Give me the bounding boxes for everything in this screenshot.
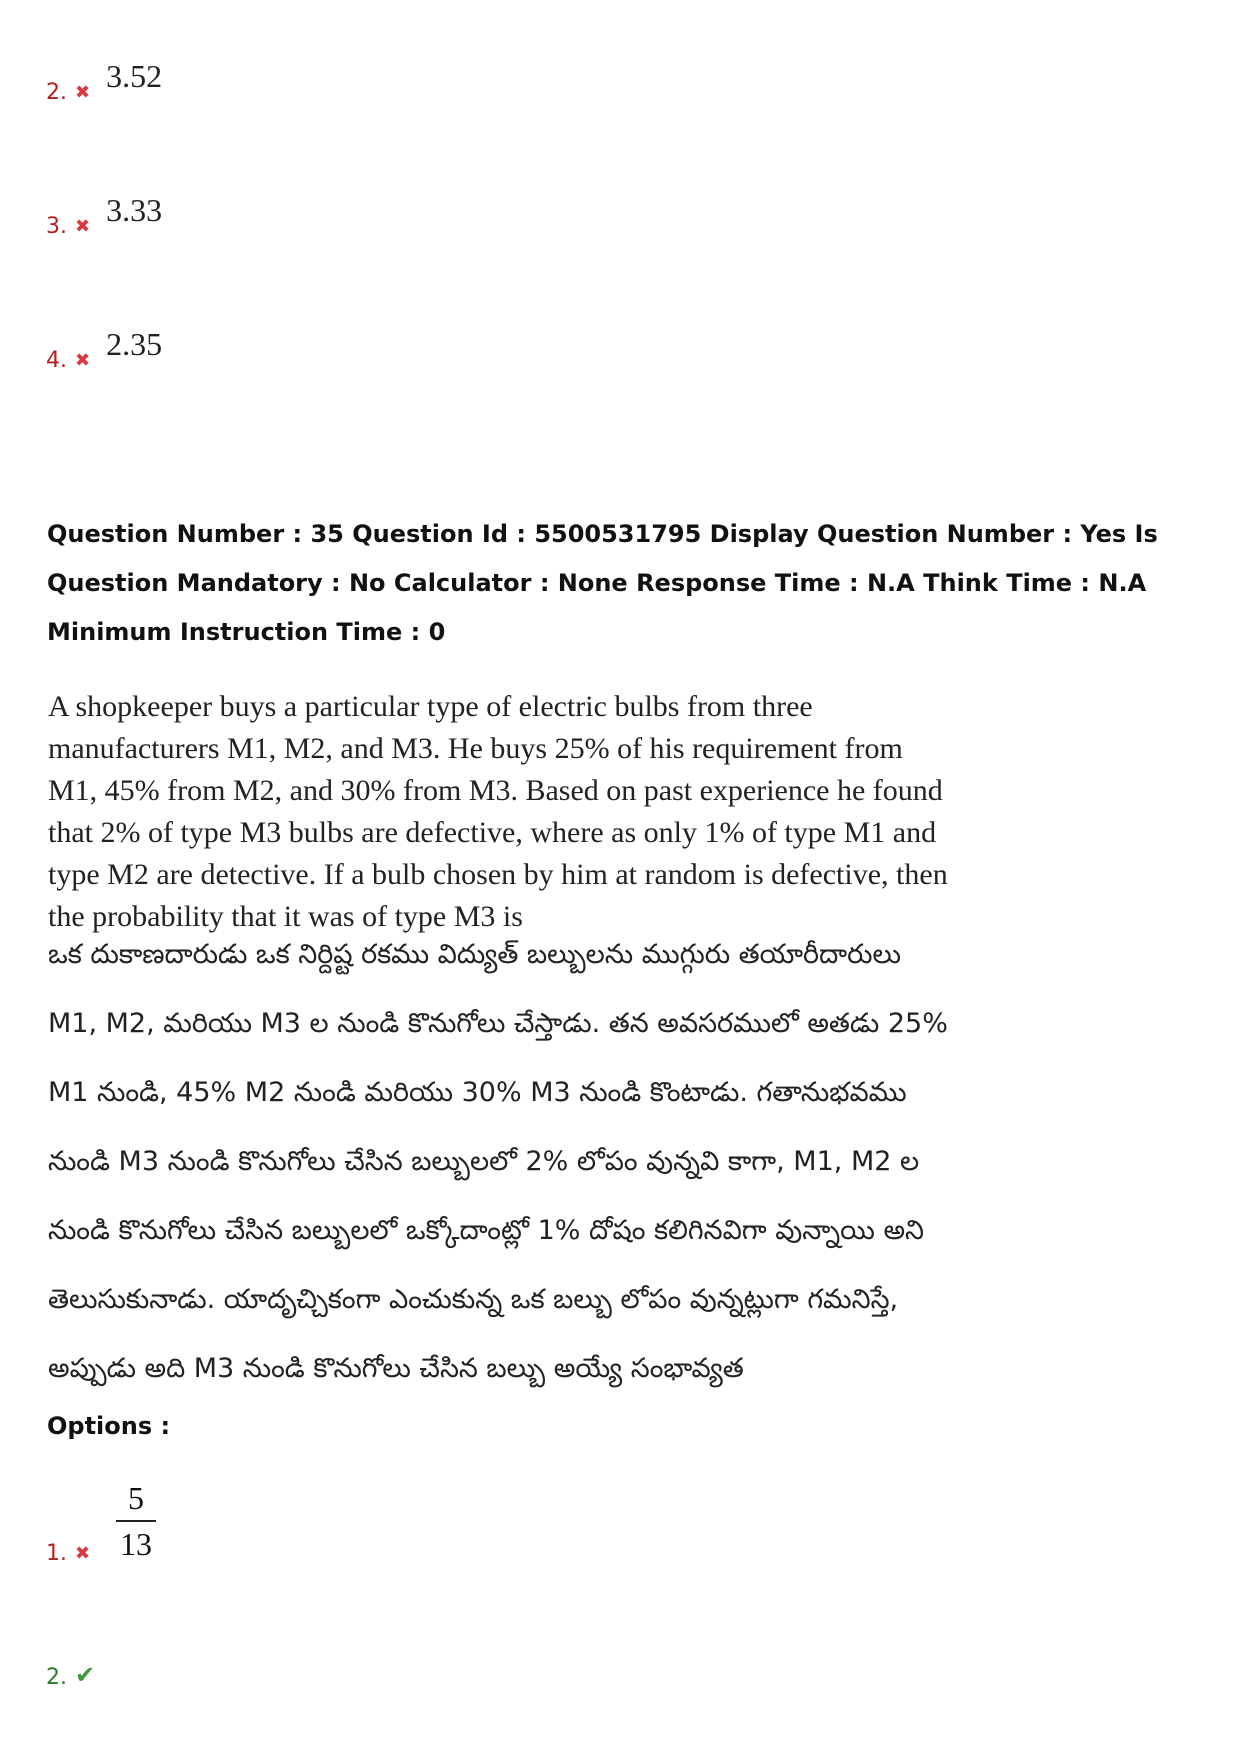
prev-option-3 (46, 192, 163, 239)
fraction-bar (116, 1520, 156, 1522)
cross-icon: ✖ (75, 82, 91, 103)
option-number: 4. (46, 348, 67, 373)
option-value: 2.35 (106, 326, 163, 362)
question-meta: Question Number : 35 Question Id : 5500531795 Display Question Number : Yes Is Question Mandatory : No Calculator : None Response Time : N.A Think Time : N.A Minimum Instruction Time : 0 (47, 520, 1158, 646)
cross-icon: ✖ (75, 216, 91, 237)
prev-option-4 (46, 326, 163, 373)
cross-icon: ✖ (75, 350, 91, 371)
option-value: 3.52 (106, 58, 163, 94)
option-number: 3. (46, 214, 67, 239)
check-icon: ✔ (75, 1661, 96, 1689)
option-number: 1. (46, 1541, 67, 1566)
option-number: 2. (46, 80, 67, 105)
question-text-english: A shopkeeper buys a particular type of electric bulbs from three manufacturers M1, M2, and M3. He buys 25% of his requirement from M1, 45% from M2, and 30% from M3. Based on past experience he found that 2% of type M3 bulbs are defective, where as only 1% of type M1 and type M2 are detective. If a bulb chosen by him at random is defective, then the probability that it was of type M3 is (48, 690, 948, 933)
option-value: 3.33 (106, 192, 163, 228)
cross-icon: ✖ (75, 1543, 91, 1564)
option-1 (46, 1541, 90, 1566)
option-1-fraction (116, 1480, 156, 1562)
options-label: Options : (47, 1412, 171, 1440)
question-text-telugu: ఒక దుకాణదారుడు ఒక నిర్దిష్ట రకము విద్యుత్ బల్బులను ముగ్గురు తయారీదారులు M1, M2, మరియు M3 ల నుండి కొనుగోలు చేస్తాడు. తన అవసరములో అతడు 25% M1 నుండి, 45% M2 నుండి మరియు 30% M3 నుండి కొంటాడు. గతానుభవము నుండి M3 నుండి కొనుగోలు చేసిన బల్బులలో 2% లోపం వున్నవి కాగా, M1, M2 ల నుండి కొనుగోలు చేసిన బల్బులలో ఒక్కోదాంట్లో 1% దోషం కలిగినవిగా వున్నాయి అని తెలుసుకునాడు. యాదృచ్చికంగా ఎంచుకున్న ఒక బల్బు లోపం వున్నట్లుగా గమనిస్తే, అప్పుడు అది M3 నుండి కొనుగోలు చేసిన బల్బు అయ్యే సంభావ్యత (48, 939, 948, 1384)
fraction-denominator: 13 (120, 1526, 152, 1562)
option-2 (46, 1661, 96, 1690)
fraction-numerator: 5 (128, 1480, 144, 1516)
prev-option-2 (46, 58, 163, 105)
option-number: 2. (46, 1665, 67, 1690)
